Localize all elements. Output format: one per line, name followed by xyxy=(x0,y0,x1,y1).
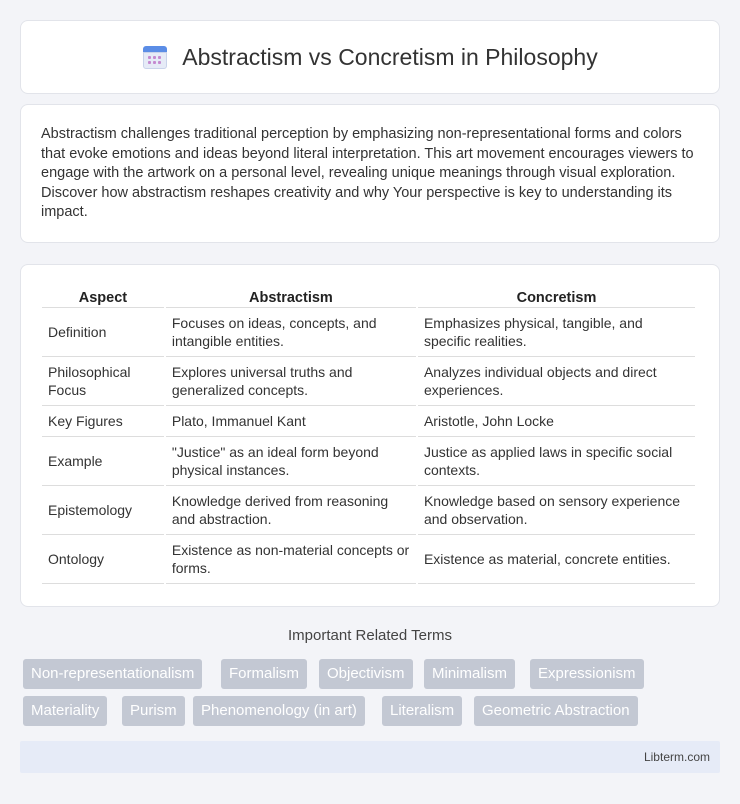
tag-minimalism[interactable]: Minimalism xyxy=(424,659,515,689)
tag-literalism[interactable]: Literalism xyxy=(382,696,462,726)
comparison-table xyxy=(40,287,697,584)
table-row xyxy=(42,308,695,357)
header-aspect: Aspect xyxy=(42,287,164,308)
footer-site-link[interactable]: Libterm.com xyxy=(643,750,710,764)
cell-aspect: Key Figures xyxy=(42,406,164,437)
tag-purism[interactable]: Purism xyxy=(122,696,185,726)
tag-non-representationalism[interactable]: Non-representationalism xyxy=(23,659,202,689)
table-row xyxy=(42,406,695,437)
table-row xyxy=(42,486,695,535)
intro-card xyxy=(20,104,720,243)
cell-abstractism: Focuses on ideas, concepts, and intangible entities. xyxy=(166,308,416,357)
related-terms-title: Important Related Terms xyxy=(288,627,452,644)
comparison-table-card xyxy=(20,264,720,607)
cell-aspect: Example xyxy=(42,437,164,486)
calendar-icon xyxy=(142,44,168,70)
tag-expressionism[interactable]: Expressionism xyxy=(530,659,644,689)
cell-abstractism: Explores universal truths and generalized concepts. xyxy=(166,357,416,406)
footer xyxy=(20,741,720,773)
cell-concretism: Aristotle, John Locke xyxy=(418,406,695,437)
table-row xyxy=(42,357,695,406)
tag-phenomenology[interactable]: Phenomenology (in art) xyxy=(193,696,365,726)
page-title: Abstractism vs Concretism in Philosophy xyxy=(182,43,598,70)
cell-aspect: Philosophical Focus xyxy=(42,357,164,406)
header-abstractism: Abstractism xyxy=(166,287,416,308)
cell-concretism: Existence as material, concrete entities. xyxy=(418,535,695,584)
cell-aspect: Ontology xyxy=(42,535,164,584)
cell-abstractism: Existence as non-material concepts or forms. xyxy=(166,535,416,584)
header-card xyxy=(20,20,720,94)
tag-objectivism[interactable]: Objectivism xyxy=(319,659,413,689)
table-row xyxy=(42,437,695,486)
tag-materiality[interactable]: Materiality xyxy=(23,696,107,726)
cell-abstractism: "Justice" as an ideal form beyond physical instances. xyxy=(166,437,416,486)
cell-abstractism: Plato, Immanuel Kant xyxy=(166,406,416,437)
cell-aspect: Definition xyxy=(42,308,164,357)
tag-geometric-abstraction[interactable]: Geometric Abstraction xyxy=(474,696,638,726)
cell-aspect: Epistemology xyxy=(42,486,164,535)
header-concretism: Concretism xyxy=(418,287,695,308)
cell-concretism: Justice as applied laws in specific social contexts. xyxy=(418,437,695,486)
intro-text: Abstractism challenges traditional perception by emphasizing non-representational forms and colors that evoke emotions and ideas beyond literal interpretation. This art movement encourages viewers to engage with the artwork on a personal level, revealing unique meanings through visual exploration. Discover how abstractism reshapes creativity and why Your perspective is key to understanding its impact. xyxy=(41,126,694,221)
table-row xyxy=(42,535,695,584)
cell-concretism: Knowledge based on sensory experience and observation. xyxy=(418,486,695,535)
tag-formalism[interactable]: Formalism xyxy=(221,659,307,689)
cell-abstractism: Knowledge derived from reasoning and abstraction. xyxy=(166,486,416,535)
cell-concretism: Analyzes individual objects and direct experiences. xyxy=(418,357,695,406)
cell-concretism: Emphasizes physical, tangible, and specific realities. xyxy=(418,308,695,357)
